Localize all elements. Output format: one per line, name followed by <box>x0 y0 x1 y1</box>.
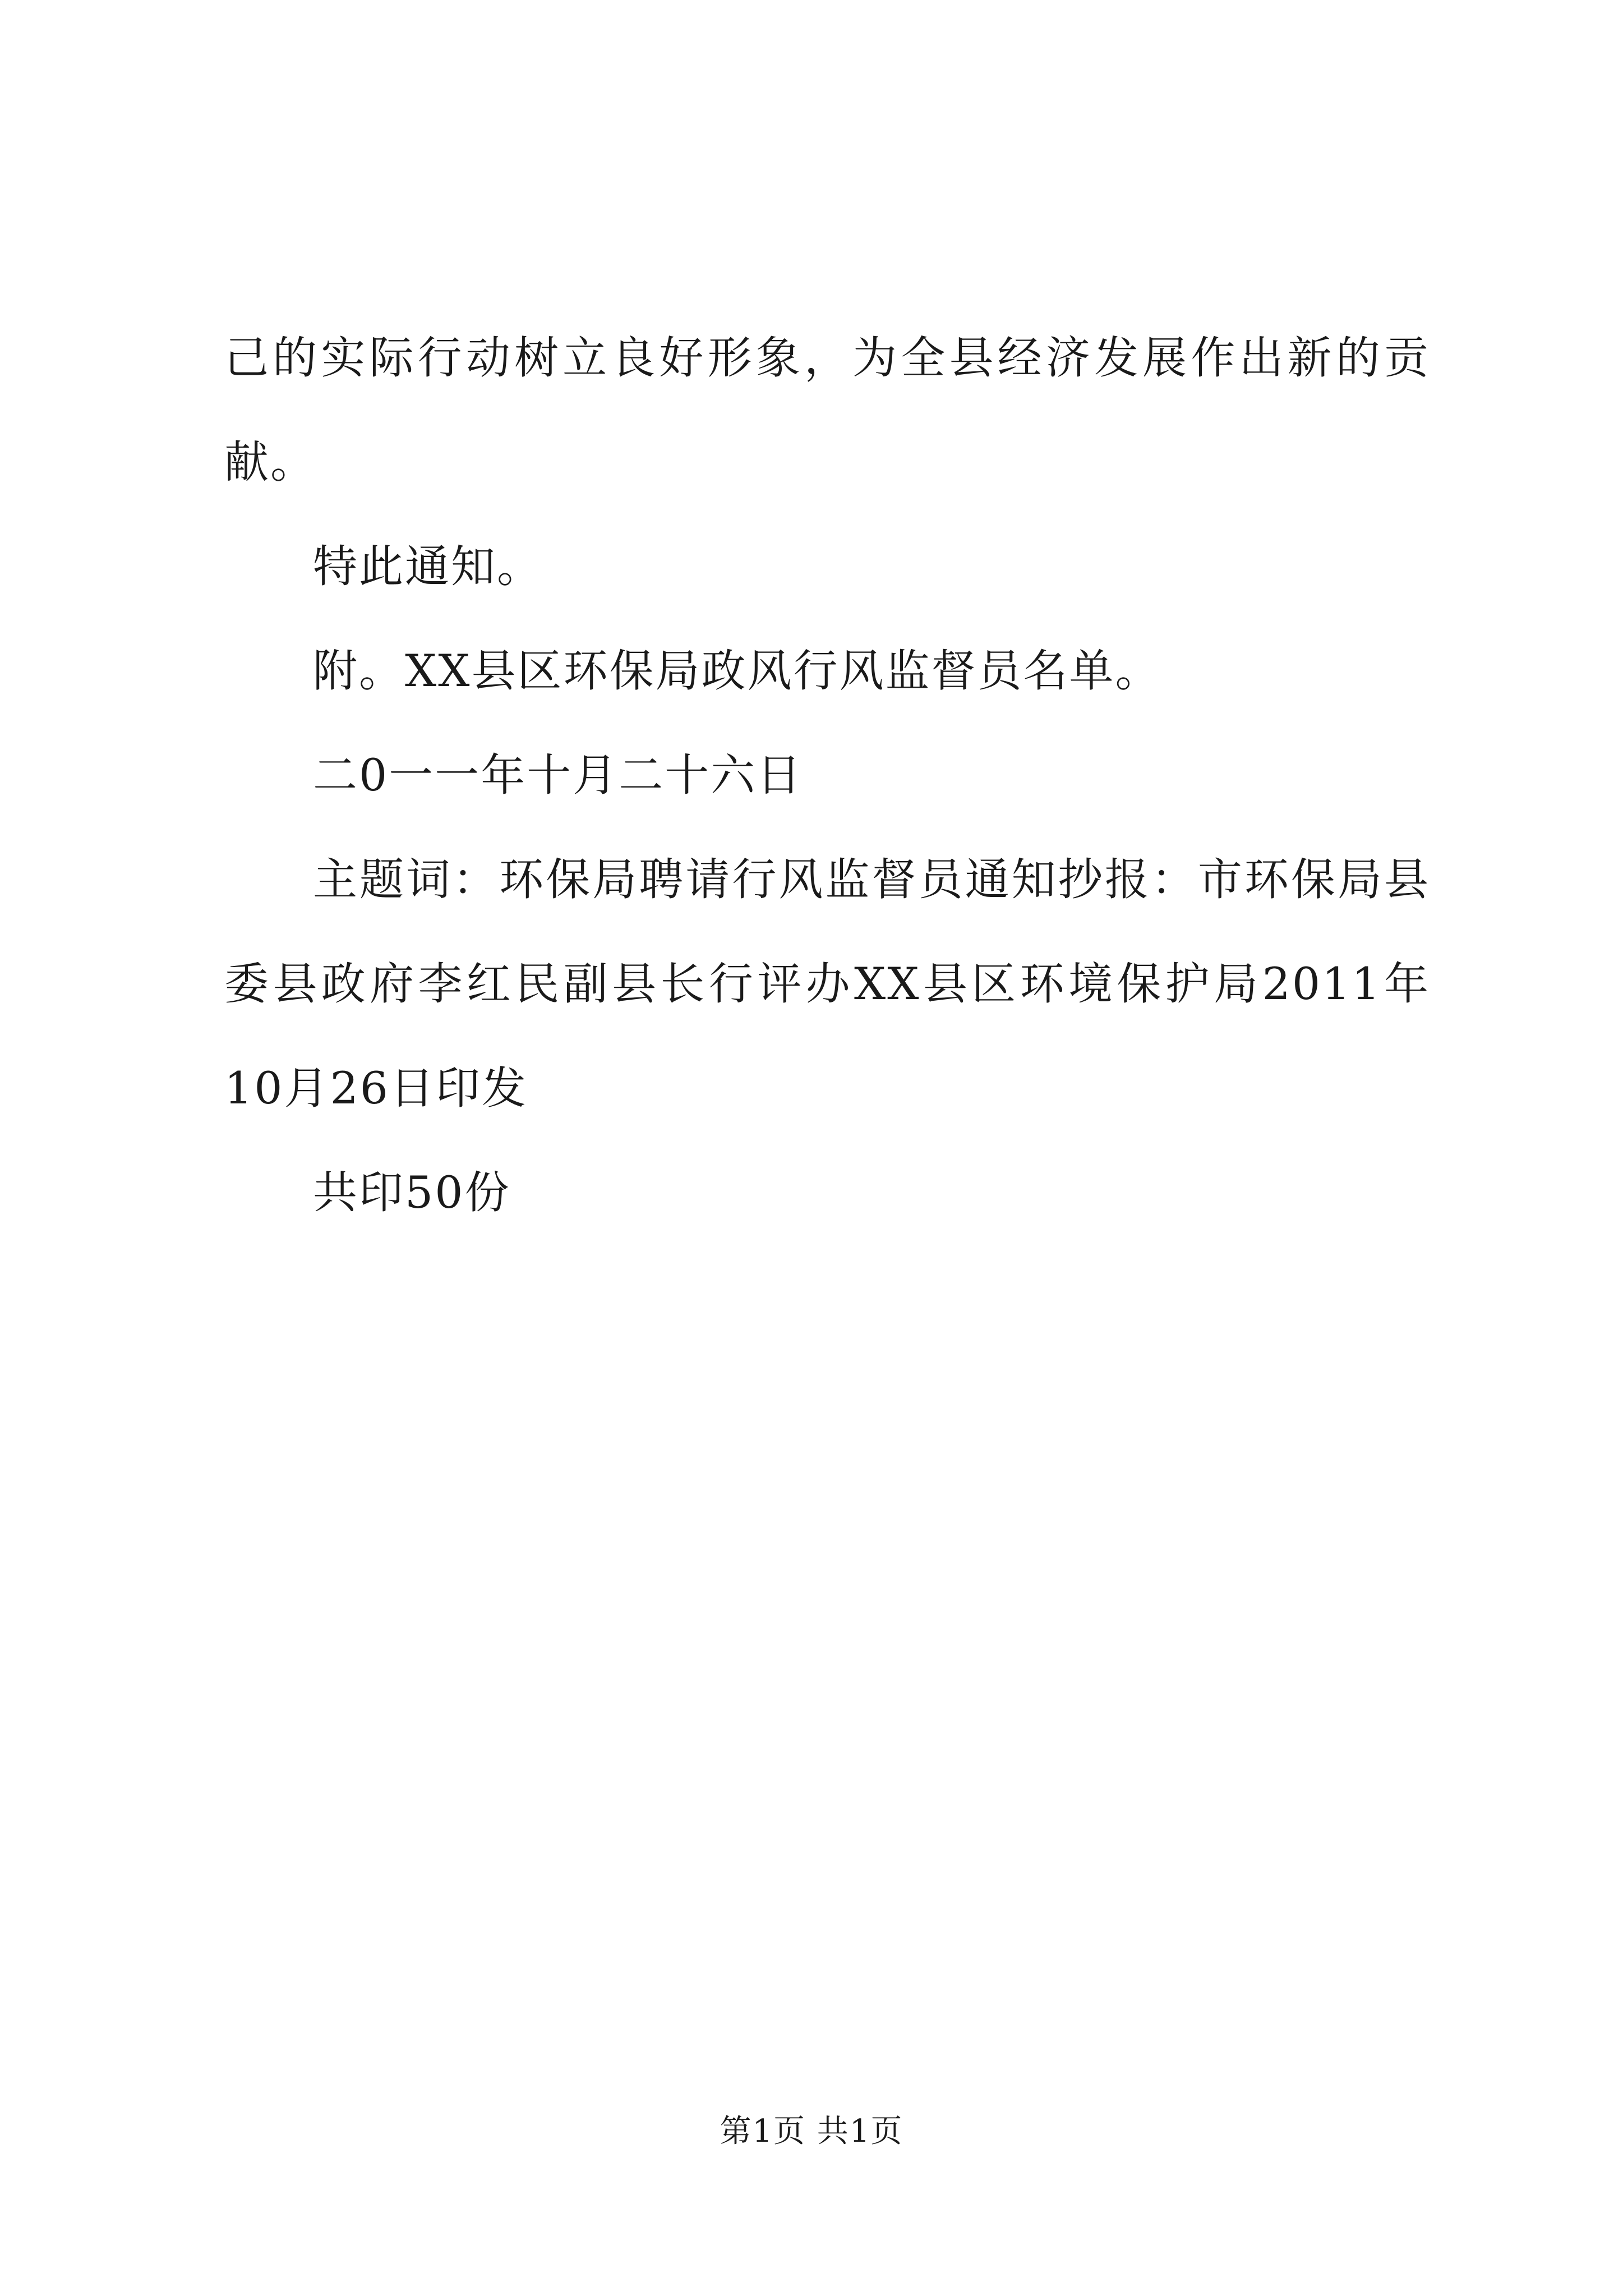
paragraph-continuation: 己的实际行动树立良好形象，为全县经济发展作出新的贡献。 <box>224 332 1430 488</box>
paragraph-date: 二0一一年十月二十六日 <box>313 749 803 801</box>
page-footer: 第1页 共1页 <box>720 2113 903 2150</box>
paragraph-subject-words: 主题词：环保局聘请行风监督员通知抄报：市环保局县委县政府李红民副县长行评办XX县区环境保护局2011年10月26日印发 <box>224 854 1430 1114</box>
paragraph-closing: 特此通知。 <box>313 541 543 592</box>
paragraph-attachment: 附。XX县区环保局政风行风监督员名单。 <box>313 645 1161 697</box>
document-body <box>224 306 1430 1245</box>
paragraph-print-count: 共印50份 <box>313 1167 511 1218</box>
